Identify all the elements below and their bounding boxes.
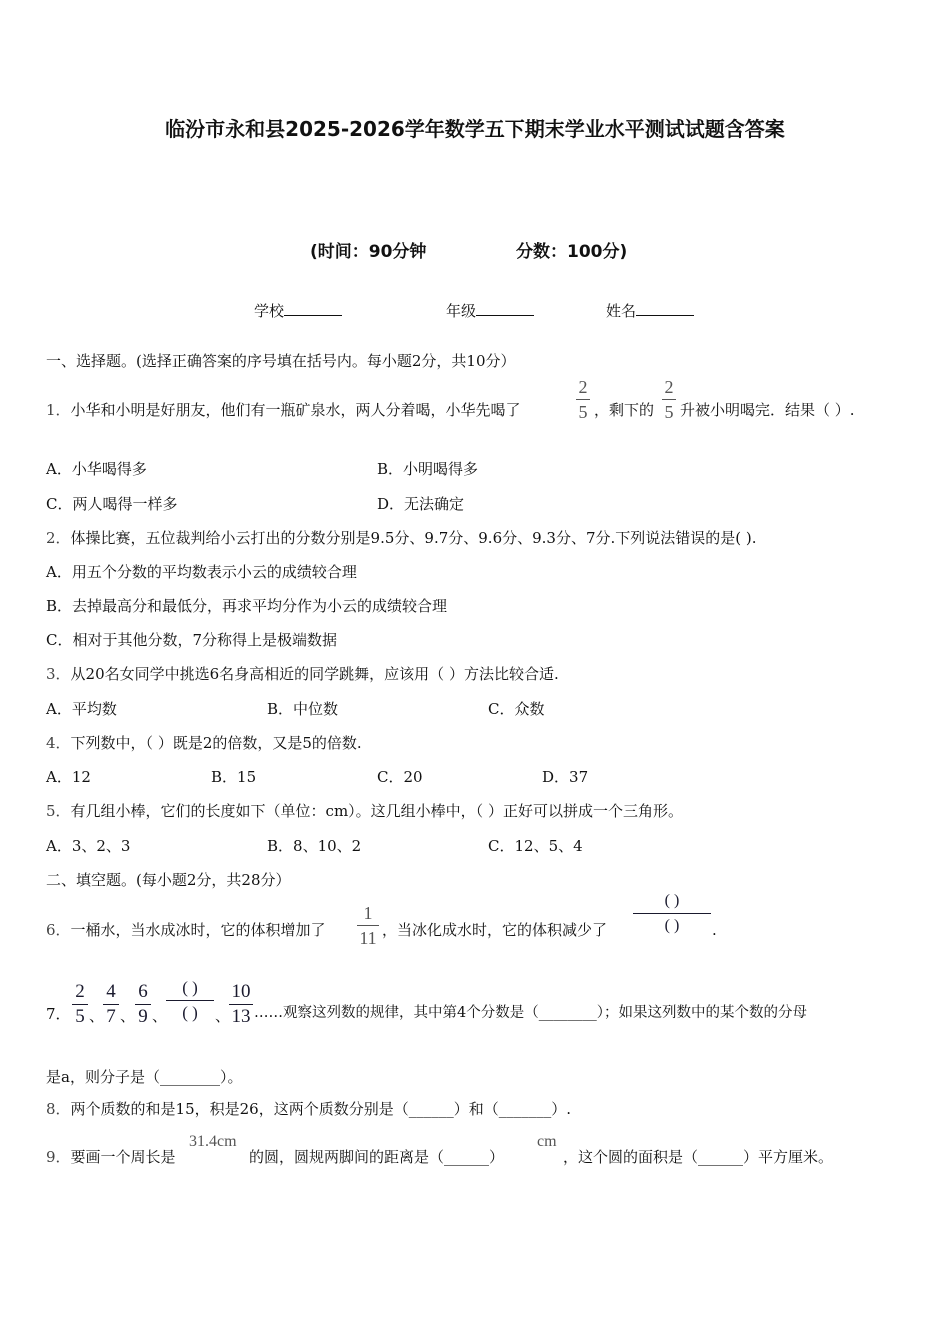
q6-answer-numerator[interactable]: ( ): [664, 892, 680, 909]
q1-option-a[interactable]: A．小华喝得多: [46, 460, 147, 478]
q4-option-d[interactable]: D．37: [542, 768, 589, 786]
school-label: 学校: [254, 302, 285, 320]
q6-frac-denominator: 11: [359, 928, 377, 948]
name-field: [606, 300, 694, 322]
q1-fraction-2: [662, 378, 676, 421]
q7-fraction-2: [103, 983, 119, 1026]
q7-sep-1: 、: [89, 1007, 105, 1025]
question-8: [46, 1098, 571, 1120]
q2-text: 体操比赛，五位裁判给小云打出的分数分别是9.5分、9.7分、9.6分、9.3分、7分.下列说法错误的是( ).: [70, 529, 757, 547]
q7-frac1-numerator: 2: [75, 981, 85, 1002]
q5-text: 有几组小棒，它们的长度如下（单位：cm）。这几组小棒中，（ ）正好可以拼成一个三角形。: [70, 802, 683, 820]
q1-frac2-numerator: 2: [664, 377, 674, 397]
q7-frac4-numerator[interactable]: ( ): [182, 978, 198, 997]
q3-number: 3．: [46, 665, 71, 683]
q7-sep-4: 、: [215, 1007, 231, 1025]
q7-frac2-denominator: 7: [106, 1006, 116, 1027]
school-field: [254, 300, 342, 322]
q9-text-a: 要画一个周长是: [70, 1148, 176, 1166]
q7-sep-2: 、: [120, 1007, 136, 1025]
question-6: [46, 919, 326, 941]
name-blank[interactable]: [636, 315, 694, 316]
exam-score: 分数：100分): [516, 242, 628, 262]
q7-frac1-denominator: 5: [75, 1006, 85, 1027]
q4-number: 4．: [46, 734, 71, 752]
q8-number: 8．: [46, 1100, 71, 1118]
q2-option-b[interactable]: B．去掉最高分和最低分，再求平均分作为小云的成绩较合理: [46, 597, 448, 615]
q4-option-a[interactable]: A．12: [46, 768, 91, 786]
page-title: 临汾市永和县2025-2026学年数学五下期末学业水平测试试题含答案: [165, 117, 785, 141]
question-9: [46, 1146, 176, 1168]
q7-frac3-numerator: 6: [138, 981, 148, 1002]
question-2: [46, 527, 757, 549]
q5-option-c[interactable]: C．12、5、4: [488, 837, 583, 855]
q6-frac-numerator: 1: [363, 903, 373, 923]
q1-option-c[interactable]: C．两人喝得一样多: [46, 495, 178, 513]
grade-field: [446, 300, 534, 322]
school-blank[interactable]: [284, 315, 342, 316]
q4-option-c[interactable]: C．20: [377, 768, 423, 786]
q2-option-c[interactable]: C．相对于其他分数，7分称得上是极端数据: [46, 631, 338, 649]
q1-option-d[interactable]: D．无法确定: [377, 495, 465, 513]
q1-text-b: ，剩下的: [594, 401, 655, 419]
q3-option-a[interactable]: A．平均数: [46, 700, 117, 718]
q2-number: 2．: [46, 529, 71, 547]
q2-option-a[interactable]: A．用五个分数的平均数表示小云的成绩较合理: [46, 563, 357, 581]
q1-option-b[interactable]: B．小明喝得多: [377, 460, 479, 478]
q7-text-a: ……观察这列数的规律，其中第4个分数是（________）；如果这列数中的某个数的分母: [254, 1005, 807, 1021]
q6-text-c: .: [712, 921, 717, 939]
q6-text-b: ，当冰化成水时，它的体积减少了: [382, 921, 608, 939]
grade-blank[interactable]: [476, 315, 534, 316]
q9-number: 9．: [46, 1148, 71, 1166]
q7-number: 7．: [46, 1005, 71, 1023]
q1-frac2-denominator: 5: [664, 402, 674, 422]
q7-frac4-denominator[interactable]: ( ): [182, 1003, 198, 1022]
q7-fraction-1: [72, 983, 88, 1026]
q3-text: 从20名女同学中挑选6名身高相近的同学跳舞，应该用（ ）方法比较合适.: [70, 665, 559, 683]
grade-label: 年级: [446, 302, 477, 320]
q1-frac1-denominator: 5: [578, 402, 588, 422]
section-2-heading: 二、填空题。(每小题2分，共28分）: [46, 871, 291, 889]
q7-frac2-numerator: 4: [106, 981, 116, 1002]
q4-text: 下列数中，（ ）既是2的倍数，又是5的倍数.: [70, 734, 362, 752]
q9-text-b: 的圆，圆规两脚间的距离是（______）: [249, 1148, 505, 1166]
q7-text-b: 是a，则分子是（________）。: [46, 1068, 243, 1086]
q7-frac5-denominator: 13: [231, 1006, 251, 1027]
q1-fraction-1: [576, 378, 590, 421]
q3-option-c[interactable]: C．众数: [488, 700, 545, 718]
q1-number: 1．: [46, 401, 71, 419]
q8-text: 两个质数的和是15，积是26，这两个质数分别是（______）和（_______）.: [70, 1100, 571, 1118]
q6-answer-denominator[interactable]: ( ): [664, 917, 680, 934]
q9-perimeter-value: 31.4cm: [189, 1133, 237, 1150]
question-3: [46, 663, 559, 685]
q7-fraction-5: [229, 983, 253, 1026]
q9-unit: cm: [537, 1133, 557, 1150]
question-5: [46, 800, 683, 822]
q5-number: 5．: [46, 802, 71, 820]
q5-option-b[interactable]: B．8、10、2: [267, 837, 362, 855]
q1-frac1-numerator: 2: [578, 377, 588, 397]
q5-option-a[interactable]: A．3、2、3: [46, 837, 131, 855]
q7-frac5-numerator: 10: [231, 981, 251, 1002]
question-4: [46, 732, 362, 754]
q7-frac3-denominator: 9: [138, 1006, 148, 1027]
name-label: 姓名: [606, 302, 637, 320]
q7-sep-3: 、: [152, 1007, 168, 1025]
exam-time: (时间：90分钟: [310, 242, 427, 262]
q6-fraction: [357, 904, 379, 947]
q1-text-c: 升被小明喝完．结果（ ）.: [680, 401, 855, 419]
section-1-heading: 一、选择题。(选择正确答案的序号填在括号内。每小题2分，共10分）: [46, 352, 516, 370]
question-1: [46, 399, 521, 421]
q7-fraction-3: [135, 983, 151, 1026]
q6-number: 6．: [46, 921, 71, 939]
q6-answer-fraction[interactable]: [633, 892, 711, 935]
q9-text-c: ，这个圆的面积是（______）平方厘米。: [563, 1148, 834, 1166]
q3-option-b[interactable]: B．中位数: [267, 700, 339, 718]
q7-fraction-4-blank[interactable]: [166, 979, 214, 1022]
q6-text-a: 一桶水，当水成冰时，它的体积增加了: [70, 921, 326, 939]
q4-option-b[interactable]: B．15: [211, 768, 257, 786]
q1-text-a: 小华和小明是好朋友，他们有一瓶矿泉水，两人分着喝，小华先喝了: [70, 401, 521, 419]
